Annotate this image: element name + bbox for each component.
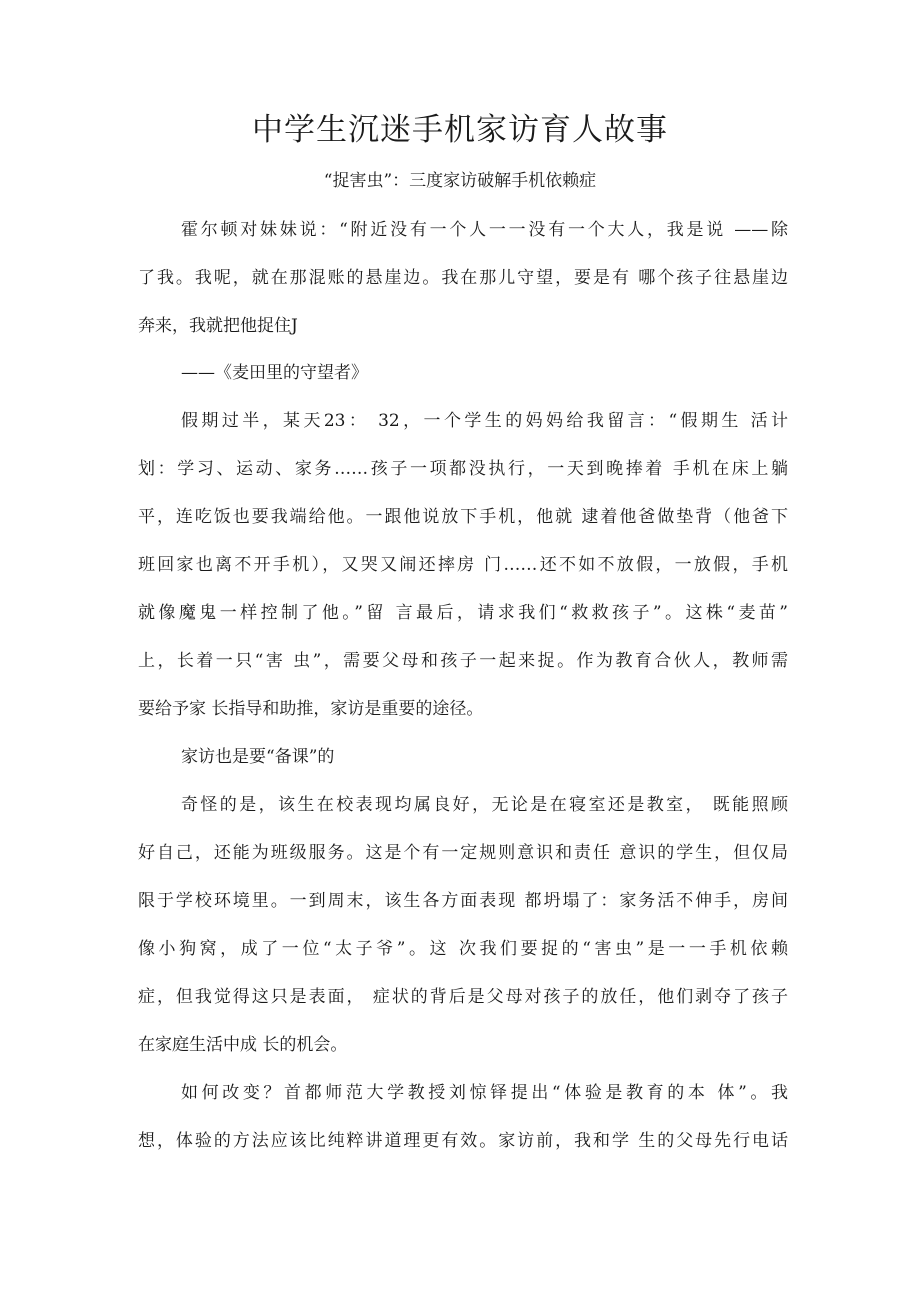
text-line: 上，长着一只“害 虫”，需要父母和孩子一起来捉。作为教育合伙人，教师需 [138, 651, 788, 671]
text-line: 假期过半，某天23： 32，一个学生的妈妈给我留言：“假期生 活计 [181, 411, 788, 431]
text-line: 划：学习、运动、家务……孩子一项都没执行，一天到晚捧着 手机在床上躺 [138, 459, 788, 479]
quote-attribution: ——《麦田里的守望者》 [181, 363, 368, 383]
text-line: 奔来，我就把他捉住J [138, 316, 298, 336]
text-line: 在家庭生活中成 长的机会。 [138, 1035, 348, 1055]
text-line: 如何改变？首都师范大学教授刘惊铎提出“体验是教育的本 体”。我 [181, 1083, 788, 1103]
text-line: 限于学校环境里。一到周末，该生各方面表现 都坍塌了：家务活不伸手，房间 [138, 891, 788, 911]
document-subtitle: “捉害虫”：三度家访破解手机依赖症 [323, 171, 597, 191]
text-line: 好自己，还能为班级服务。这是个有一定规则意识和责任 意识的学生，但仅局 [138, 843, 788, 863]
text-line: 像小狗窝，成了一位“太子爷”。这 次我们要捉的“害虫”是一一手机依赖 [138, 939, 788, 959]
text-line: 平，连吃饭也要我端给他。一跟他说放下手机，他就 逮着他爸做垫背（他爸下 [138, 507, 788, 527]
text-line: 症，但我觉得这只是表面， 症状的背后是父母对孩子的放任，他们剥夺了孩子 [138, 987, 788, 1007]
section-heading: 家访也是要“备课”的 [181, 747, 335, 767]
text-line: 要给予家 长指导和助推，家访是重要的途径。 [138, 699, 484, 719]
text-line: 霍尔顿对妹妹说：“附近没有一个人一一没有一个大人，我是说 ——除 [181, 220, 788, 240]
text-line: 想，体验的方法应该比纯粹讲道理更有效。家访前，我和学 生的父母先行电话 [138, 1131, 788, 1151]
text-line: 了我。我呢，就在那混账的悬崖边。我在那儿守望，要是有 哪个孩子往悬崖边 [138, 268, 788, 288]
text-line: 班回家也离不开手机），又哭又闹还摔房 门……还不如不放假，一放假，手机 [138, 555, 788, 575]
text-line: 奇怪的是，该生在校表现均属良好，无论是在寝室还是教室， 既能照顾 [181, 795, 788, 815]
document-title: 中学生沉迷手机家访育人故事 [252, 112, 668, 148]
text-line: 就像魔鬼一样控制了他。”留 言最后，请求我们“救救孩子”。这株“麦苗” [138, 603, 788, 623]
